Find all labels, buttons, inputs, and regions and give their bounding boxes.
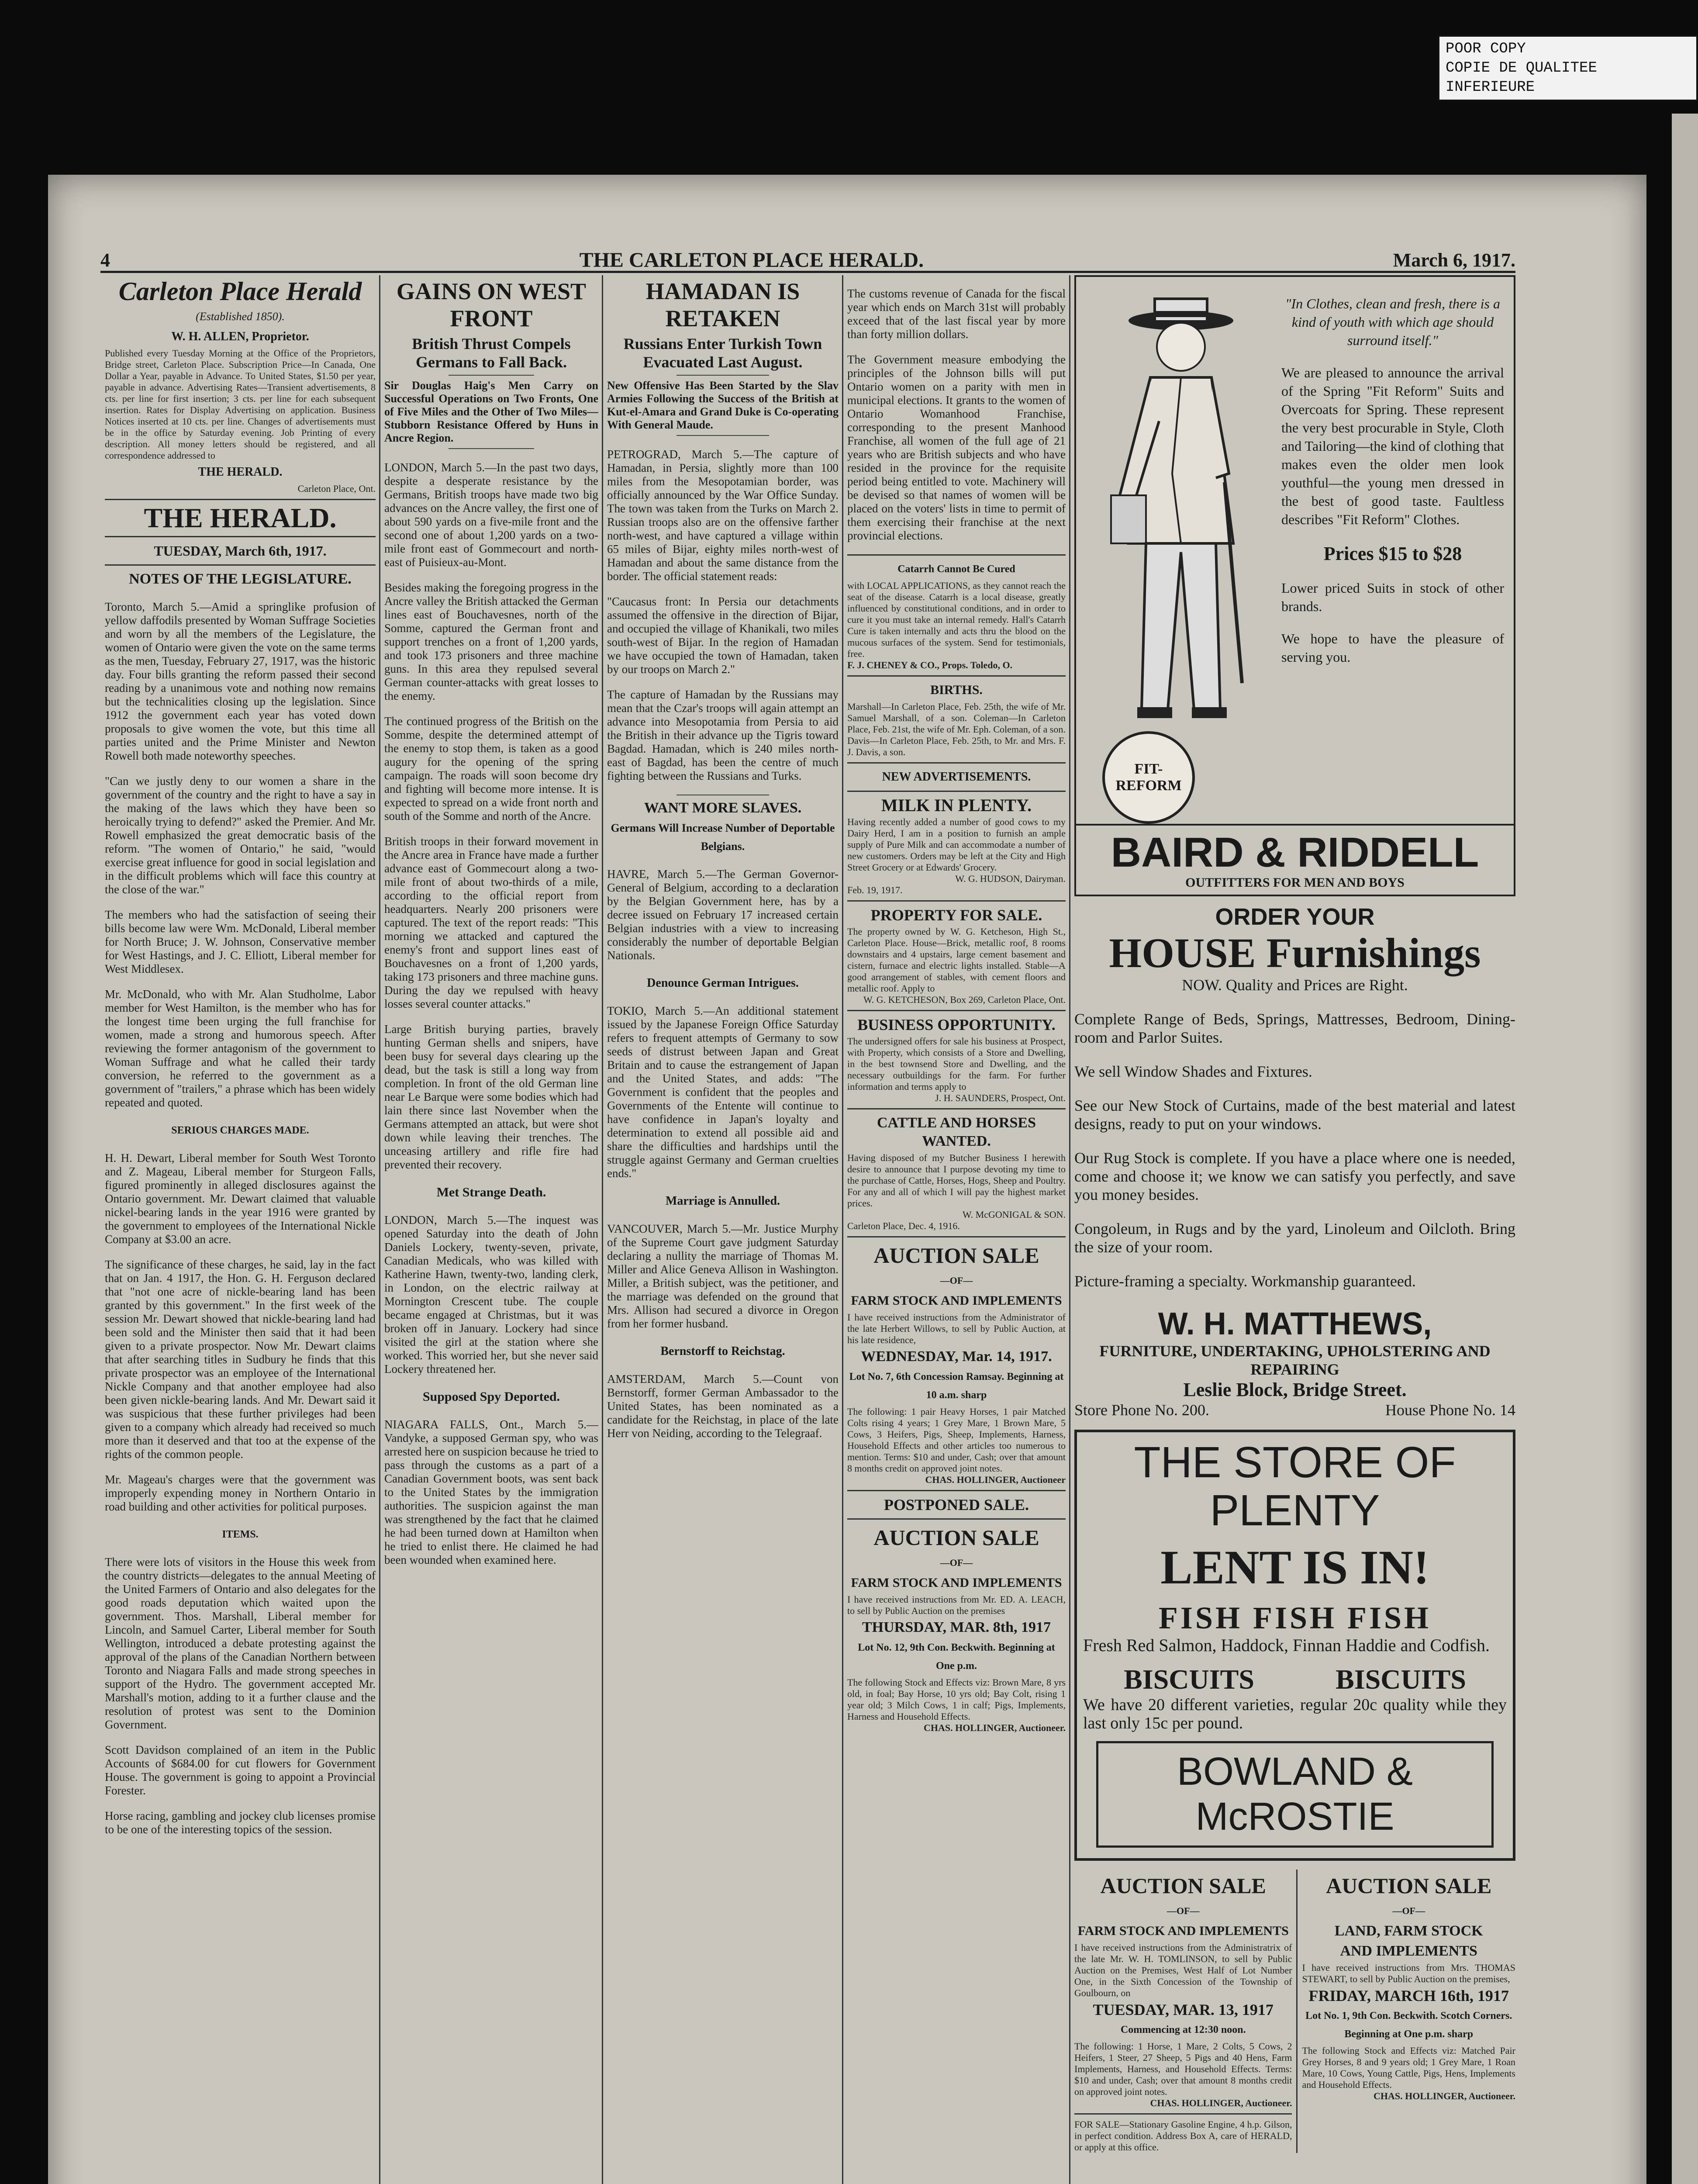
subheading: Marriage is Annulled.	[665, 1194, 780, 1208]
badge-top: FIT-	[1134, 761, 1163, 777]
auction-date: FRIDAY, MARCH 16th, 1917	[1308, 1987, 1509, 2004]
deck: British Thrust Compels Germans to Fall Back.	[412, 335, 571, 371]
column-3	[607, 275, 839, 2184]
house-line: Complete Range of Beds, Springs, Mattresses, Bedroom, Dining-room and Parlor Suites.	[1074, 1010, 1515, 1046]
article-paragraph: British troops in their forward movement in the Ancre area in France have made a further advance east of Gommecourt along a two-mile front of about two-thirds of a mile, according to the official report from headquarters. Nearly 200 prisoners were captured. The text of the report reads: "This morning we attacked and captured the enemy's front and support lines east of Bouchavesnes on a front of 1,200 yards, taking 173 prisoners and three machine guns. During the day we repulsed with heavy losses several counter attacks."	[384, 835, 598, 1010]
auction-time: Commencing at 12:30 noon.	[1120, 2024, 1246, 2035]
stamp-line-1: POOR COPY	[1446, 41, 1526, 57]
article-paragraph: Large British burying parties, bravely hunting German shells and snipers, have been busy for several days clearing up the dead, but the task is still a long way from completion. In front of the old German line near Le Barque were some bodies which had lain there since last November when the Germans attempted an attack, but were shot down while leaving their trenches. The unceasing artillery and rifle fire had prevented their recovery.	[384, 1023, 598, 1171]
auction-right	[1302, 1870, 1515, 2153]
legislature-heading: NOTES OF THE LEGISLATURE.	[129, 571, 352, 587]
biscuits-body: We have 20 different varieties, regular 20c quality while they last only 15c per pound.	[1083, 1696, 1507, 1732]
auction-intro: I have received instructions from the Administratrix of the late Mr. W. H. TOMLINSON, to sell by Public Auction on the Premises, West Half of Lot Number One, in the Sixth Concession of the Township of Goulbourn, on	[1074, 1942, 1292, 1998]
auction-lot: Lot No. 12, 9th Con. Beckwith. Beginning at One p.m.	[858, 1642, 1055, 1672]
auction-signature: CHAS. HOLLINGER, Auctioneer.	[924, 1722, 1066, 1733]
new-ads-heading: NEW ADVERTISEMENTS.	[882, 770, 1031, 784]
article-paragraph: H. H. Dewart, Liberal member for South West Toronto and Z. Mageau, Liberal member for Sturgeon Falls, figured prominently in alleged disclosures against the Ontario government. Mr. Dewart claimed that valuable nickel-bearing lands in the year 1916 were granted by the government to employees of the International Nickle Company at $3.00 an acre.	[105, 1151, 376, 1246]
store-phone: Store Phone No. 200.	[1074, 1401, 1209, 1419]
auction-heading: AUCTION SALE	[873, 1525, 1039, 1550]
auction-of: —OF—	[940, 1557, 973, 1568]
property-body: The property owned by W. G. Ketcheson, High St., Carleton Place. House—Brick, metallic roof, 8 rooms downstairs and 4 upstairs, large cement basement and cistern, furnace and electric lights installed. Stable—A good arrangement of stables, with cement floors and metallic roof. Apply to	[847, 926, 1066, 994]
article-paragraph: TOKIO, March 5.—An additional statement issued by the Japanese Foreign Office Saturday refers to frequent attempts of Germany to sow seeds of distrust between Japan and Great Britain and to cause the estrangement of Japan and the United States, and adds: "The Government is confident that the peoples and Governments of the Entente will continue to have confidence in Japan's loyalty and determination to extend all possible aid and share the difficulties and hardships until the struggle against Germany and German cruelties ends."	[607, 1004, 839, 1180]
house-line: Our Rug Stock is complete. If you have a place where one is needed, come and choose it; we know we can satisfy you perfectly, and save you money besides.	[1074, 1149, 1515, 1203]
auction-body: The following: 1 Horse, 1 Mare, 2 Colts, 5 Cows, 2 Heifers, 1 Steer, 27 Sheep, 5 Pigs and 40 Hens, Farm Implements, Harness, and Household Effects. Terms: $10 and under, Cash; over that amount 8 months credit on approved joint notes.	[1074, 2041, 1292, 2097]
article-paragraph: Besides making the foregoing progress in the Ancre valley the British attacked the German lines east of Bouchavesnes, north of the Somme, captured the German front and support trenches on a front of 1,200 yards, and took 173 prisoners and three machine guns. In this area they repulsed several German counter-attacks with great losses to the enemy.	[384, 581, 598, 702]
auction-subheading: AND IMPLEMENTS	[1340, 1943, 1477, 1959]
article-paragraph: "Can we justly deny to our women a share in the government of the country and the right to have a say in the making of the laws which they have been so heroically trying to defend?" asked the Premier. And Mr. Rowell emphasized the great democratic basis of the reform. "The women of Ontario," he said, "would exercise great influence for good in social legislation and in the difficult problems which will face this country at the close of the war."	[105, 774, 376, 896]
column-rule	[379, 275, 380, 2184]
auction-lot: Lot No. 7, 6th Concession Ramsay. Beginning at 10 a.m. sharp	[849, 1371, 1064, 1401]
article-paragraph: HAVRE, March 5.—The German Governor-General of Belgium, according to a declaration by the Belgian Government here, has by a decree issued on February 17 increased certain Belgian industries with a view to increasing considerably the number of deportable Belgian Nationals.	[607, 867, 839, 962]
badge-bottom: REFORM	[1115, 778, 1182, 794]
article-paragraph: The continued progress of the British on the Somme, despite the determined attempt of the enemy to stop them, is taken as a good augury for the opening of the spring campaign. The roads will soon become dry and fighting will become more intense. It is expected to spread on a wide front north and south of the Somme and north of the Ancre.	[384, 715, 598, 822]
article-paragraph: The Government measure embodying the principles of the Johnson bills will put Ontario women on a parity with men in municipal elections. It grants to the women of Ontario Womanhood Franchise, corresponding to the present Manhood Franchise, all women of the full age of 21 years who are British subjects and who have resided in the province for the requisite period being entitled to vote. Machinery will be devised so that names of women will be placed on the voters' lists in time to permit of them exercising their franchise at the next provincial elections.	[847, 353, 1066, 542]
milk-body: Having recently added a number of good cows to my Dairy Herd, I am in a position to furnish an ample supply of Pure Milk and can accommodate a number of new customers. Orders may be left at the City and High Street Grocery or at Edwards' Grocery.	[847, 816, 1066, 873]
article-paragraph: PETROGRAD, March 5.—The capture of Hamadan, in Persia, slightly more than 100 miles from the Mesopotamian border, was officially announced by the War Office Sunday. The town was taken from the Turks on March 2. Russian troops also are on the offensive farther north-west, and have captured a village within 65 miles of Bijar, eighty miles north-west of Hamadan and about the same distance from the border. The official statement reads:	[607, 448, 839, 583]
order-heading: ORDER YOUR	[1215, 904, 1375, 930]
biscuits-left: BISCUITS	[1124, 1664, 1254, 1695]
fit-reform-quote: "In Clothes, clean and fresh, there is a kind of youth with which age should surround itself."	[1285, 296, 1500, 348]
fish-body: Fresh Red Salmon, Haddock, Finnan Haddie and Codfish.	[1083, 1635, 1490, 1655]
article-paragraph: Horse racing, gambling and jockey club licenses promise to be one of the interesting topics of the session.	[105, 1809, 376, 1836]
postponed-heading: POSTPONED SALE.	[884, 1496, 1029, 1514]
fish-heading: FISH FISH FISH	[1158, 1600, 1432, 1635]
address-place: Carleton Place, Ont.	[297, 483, 376, 494]
article-paragraph: "Caucasus front: In Persia our detachments assumed the offensive in the direction of Bijar, and occupied the village of Khanikali, two miles south-west of Bijar. In the region of Hamadan we have occupied the town of Hamadan, taken by our troops on March 2."	[607, 595, 839, 676]
column-1	[105, 275, 376, 2184]
article-paragraph: LONDON, March 5.—The inquest was opened Saturday into the death of John Daniels Lockery, twenty-seven, private, Canadian Medicals, who was killed with Katherine Hawn, twenty-two, landing clerk, in London, on the electric railway at Mornington Crescent tube. The couple became engaged at Christmas, but it was broken off in January. Lockery had since visited the girl at the station where she worked. This worried her, but she never said Lockery threatened her.	[384, 1213, 598, 1375]
auction-intro: I have received instructions from Mrs. THOMAS STEWART, to sell by Public Auction on the premises,	[1302, 1962, 1515, 1984]
fit-reform-lower: Lower priced Suits in stock of other brands.	[1281, 580, 1504, 614]
fit-reform-ad	[1074, 275, 1515, 826]
address-name: THE HERALD.	[198, 465, 283, 479]
article-paragraph: LONDON, March 5.—In the past two days, despite a desperate resistance by the Germans, British troops have made two big advances on the Ancre valley, the first one of about 590 yards on a five-mile front and the second one of about 1,200 yards on a two-mile front east of Gommecourt and north-east of Puisieux-au-Mont.	[384, 461, 598, 569]
baird-riddell-ad	[1074, 824, 1515, 896]
adjacent-page-edge	[1672, 114, 1698, 2184]
gentleman-illustration	[1094, 290, 1268, 727]
issue-dateline: TUESDAY, March 6th, 1917.	[154, 543, 327, 559]
article-paragraph: There were lots of visitors in the House this week from the country districts—delegates to the annual Meeting of the United Farmers of Ontario and also delegates for the good roads deputation which waited upon the government. Thos. Marshall, Liberal member for Lincoln, and Samuel Carter, Liberal member for South Wellington, introduced a debate protesting against the approval of the plans of the Canadian Northern between Toronto and Niagara Falls and made strong speeches in support of the Hydro. The government accepted Mr. Marshall's motion, adding to it a further clause and the resolution of protest was sent to the Dominion Government.	[105, 1555, 376, 1731]
cattle-date: Carleton Place, Dec. 4, 1916.	[847, 1220, 960, 1231]
article-paragraph: NIAGARA FALLS, Ont., March 5.—Vandyke, a supposed German spy, who was arrested here on suspicion because he tried to pass through the customs as a part of a Canadian Government boots, was sent back to the United States by the immigration authorities. The suspicion against the man was strengthened by the fact that he claimed he had been turned down at Hamilton when he tried to enlist there. He claimed he had been wounded when examined here.	[384, 1418, 598, 1566]
lent-heading: LENT IS IN!	[1160, 1541, 1429, 1594]
poor-copy-stamp	[1438, 35, 1698, 101]
fit-reform-hope: We hope to have the pleasure of serving you.	[1281, 631, 1504, 665]
stamp-line-2: COPIE DE QUALITEE INFERIEURE	[1446, 60, 1597, 96]
column-4	[847, 275, 1066, 2184]
subheading: WANT MORE SLAVES.	[644, 800, 802, 816]
lede: Sir Douglas Haig's Men Carry on Successful Operations on Two Fronts, One of Five Miles and the Other of Two Miles—Stubborn Resistance Offered by Huns in Ancre Region.	[384, 379, 598, 444]
store-of-plenty-ad	[1074, 1430, 1515, 1861]
lede: New Offensive Has Been Started by the Slav Armies Following the Success of the British at Kut-el-Amara and Grand Duke is Co-operating With General Maude.	[607, 379, 839, 431]
column-rule	[1296, 1870, 1298, 2153]
cattle-heading: CATTLE AND HORSES WANTED.	[877, 1115, 1036, 1149]
for-sale-notice: FOR SALE—Stationary Gasoline Engine, 4 h.p. Gilson, in perfect condition. Address Box A, care of HERALD, or apply at this office.	[1074, 2119, 1292, 2153]
article-paragraph: Mr. McDonald, who with Mr. Alan Studholme, Labor member for West Hamilton, is the member who has for the longest time been urging the full franchise for women, made a strong and humorous speech. After reviewing the former antagonism of the government to Woman Suffrage and what he called their tardy conversion, he referred to the government as a government of "trailers," a phrase which has been widely repeated and quoted.	[105, 988, 376, 1109]
column-5	[1074, 275, 1515, 2184]
catarrh-signature: F. J. CHENEY & CO., Props. Toledo, O.	[847, 660, 1013, 670]
auction-heading: AUCTION SALE	[1100, 1873, 1266, 1898]
paper-name: THE HERALD.	[144, 502, 337, 533]
article-paragraph: AMSTERDAM, March 5.—Count von Bernstorff, former German Ambassador to the United States, has been nominated as a candidate for the Reichstag, in place of the late Herr von Neiding, according to the Telegraaf.	[607, 1372, 839, 1440]
newspaper-title: THE CARLETON PLACE HERALD.	[579, 248, 924, 272]
article-paragraph: Toronto, March 5.—Amid a springlike profusion of yellow daffodils presented by Woman Suffrage Societies and worn by all the members of the Legislature, the women of Ontario were given the vote on the same terms as the men, Tuesday, February 27, 1917, was the historic day. Four bills granting the reform passed their second reading by a unanimous vote and nothing now remains but the technicalities closing up the legislation. Since 1912 the government each year has voted down proposals to give women the vote, but this time all parties united and the Prime Minister and Newton Rowell both made noteworthy speeches.	[105, 600, 376, 762]
auction-heading: AUCTION SALE	[873, 1243, 1039, 1268]
auction-signature: CHAS. HOLLINGER, Auctioneer	[925, 1474, 1066, 1485]
auction-of: —OF—	[1392, 1905, 1425, 1916]
article-paragraph: The customs revenue of Canada for the fiscal year which ends on March 31st will probably exceed that of the last fiscal year by more than forty million dollars.	[847, 287, 1066, 341]
column-rule	[602, 275, 603, 2184]
auction-subheading: FARM STOCK AND IMPLEMENTS	[851, 1293, 1062, 1308]
business-signature: J. H. SAUNDERS, Prospect, Ont.	[935, 1092, 1066, 1103]
auction-row	[1074, 1870, 1515, 2153]
article-paragraph: The members who had the satisfaction of seeing their bills become law were Wm. McDonald, Liberal member for North Bruce; J. W. Johnson, Conservative member for West Hastings, and J. C. Elliott, Liberal member for West Middlesex.	[105, 908, 376, 975]
headline: GAINS ON WEST FRONT	[396, 278, 587, 332]
fit-reform-body: We are pleased to announce the arrival of the Spring "Fit Reform" Suits and Overcoats for Spring. These represent the very best procurable in Style, Cloth and Tailoring—the kind of clothing that makes even the older men look youthful—the young men dressed in the best of good taste. Faultless describes "Fit Reform" Clothes.	[1281, 365, 1504, 527]
property-signature: W. G. KETCHESON, Box 269, Carleton Place, Ont.	[863, 994, 1066, 1005]
subheading: Supposed Spy Deported.	[422, 1389, 560, 1404]
auction-date: THURSDAY, MAR. 8th, 1917	[862, 1619, 1051, 1635]
article-paragraph: Mr. Mageau's charges were that the government was improperly expending money in Northern Ontario in road building and other activities for political purposes.	[105, 1473, 376, 1513]
milk-heading: MILK IN PLENTY.	[881, 795, 1032, 815]
auction-subheading: LAND, FARM STOCK	[1334, 1923, 1483, 1939]
matthews-trade: FURNITURE, UNDERTAKING, UPHOLSTERING AND REPAIRING	[1099, 1342, 1491, 1378]
auction-subheading: FARM STOCK AND IMPLEMENTS	[851, 1576, 1062, 1590]
store-tagline: OUTFITTERS FOR MEN AND BOYS	[1185, 875, 1405, 890]
catarrh-body: with LOCAL APPLICATIONS, as they cannot reach the seat of the disease. Catarrh is a local disease, greatly influenced by constitutional conditions, and in order to cure it you must take an internal remedy. Hall's Catarrh Cure is taken internally and acts thru the blood on the mucous surfaces of the system. Send for testimonials, free.	[847, 580, 1066, 659]
article-paragraph: The significance of these charges, he said, lay in the fact that on Jan. 4 1917, the Hon. G. H. Ferguson declared that "not one acre of nickle-bearing land has been granted by this government." In the first week of the session Mr. Dewart showed that nickle-bearing land had been sold and the Minister then said that it had been given to a private prospector. Now Mr. Dewart claims that after searching titles in Sudbury he finds that this private prospector was an employee of the International Nickle Company and that another employee had also been given nickle-bearing lands. And Mr. Dewart said it was suspicious that these further privileges had been given to a company which already had received so much more than it deserved and that too at the expense of the rights of the common people.	[105, 1258, 376, 1461]
auction-subheading: FARM STOCK AND IMPLEMENTS	[1077, 1924, 1289, 1938]
subheading: SERIOUS CHARGES MADE.	[171, 1125, 309, 1136]
auction-of: —OF—	[1167, 1905, 1200, 1916]
publication-notice: Published every Tuesday Morning at the Office of the Proprietors, Bridge street, Carleton Place. Subscription Price—In Canada, One Dollar a Year, payable in Advance. To United States, $1.50 per year, payable in advance. Advertising Rates—Transient advertisements, 8 cts. per line for first insertion; 3 cts. per line for each subsequent insertion. Rates for Display Advertising on application. Business Notices inserted at 10 cts. per line. Changes of advertisements must be in the office by Saturday evening. Job Printing of every description. All money letters should be registered, and all correspondence addressed to	[105, 348, 376, 461]
auction-lot: Lot No. 1, 9th Con. Beckwith. Scotch Corners. Beginning at One p.m. sharp	[1305, 2010, 1512, 2040]
proprietor-line: W. H. ALLEN, Proprietor.	[171, 330, 309, 343]
auction-intro: I have received instructions from Mr. ED. A. LEACH, to sell by Public Auction on the premises	[847, 1594, 1066, 1616]
plenty-heading: THE STORE OF PLENTY	[1134, 1438, 1456, 1535]
headline: HAMADAN IS RETAKEN	[645, 278, 800, 332]
fit-reform-price: Prices $15 to $28	[1323, 543, 1462, 564]
house-line: Congoleum, in Rugs and by the yard, Linoleum and Oilcloth. Bring the size of your room.	[1074, 1220, 1515, 1256]
page-header	[100, 249, 1515, 273]
auction-body: The following Stock and Effects viz: Brown Mare, 8 yrs old, in foal; Bay Horse, 10 yrs old; Bay Colt, rising 1 year old; 3 Milch Cows, 1 in calf; Pigs, Implements, Harness and Household Effects.	[847, 1677, 1066, 1722]
house-line: Picture-framing a specialty. Workmanship guaranteed.	[1074, 1272, 1416, 1290]
bowland-name: BOWLAND & McROSTIE	[1177, 1750, 1413, 1838]
business-heading: BUSINESS OPPORTUNITY.	[857, 1016, 1056, 1033]
house-line: We sell Window Shades and Fixtures.	[1074, 1063, 1312, 1080]
auction-body: The following Stock and Effects viz: Matched Pair Grey Horses, 8 and 9 years old; 1 Grey Mare, 1 Roan Mare, 10 Cows, Young Cattle, Pigs, Hens, Implements and Household Effects.	[1302, 2045, 1515, 2090]
matthews-ad	[1074, 903, 1515, 1419]
auction-signature: CHAS. HOLLINGER, Auctioneer.	[1150, 2098, 1292, 2108]
milk-date: Feb. 19, 1917.	[847, 885, 903, 895]
auction-heading: AUCTION SALE	[1326, 1873, 1492, 1898]
fit-reform-badge-icon	[1102, 731, 1195, 824]
house-subheading: NOW. Quality and Prices are Right.	[1182, 976, 1408, 994]
page-number: 4	[100, 249, 110, 271]
matthews-address: Leslie Block, Bridge Street.	[1183, 1379, 1407, 1400]
article-paragraph: VANCOUVER, March 5.—Mr. Justice Murphy of the Supreme Court gave judgment Saturday declaring a nullity the marriage of Thomas M. Miller and Alice Geneva Allison in Washington. Miller, a British subject, was the petitioner, and the marriage was defended on the ground that Mrs. Allison had secured a divorce in Oregon from her former husband.	[607, 1222, 839, 1330]
cattle-signature: W. McGONIGAL & SON.	[962, 1209, 1066, 1220]
biscuits-right: BISCUITS	[1336, 1664, 1466, 1695]
established-line: (Established 1850).	[196, 310, 285, 323]
column-2	[384, 275, 598, 2184]
house-furnishings-heading: HOUSE Furnishings	[1109, 930, 1481, 976]
auction-date: TUESDAY, MAR. 13, 1917	[1093, 2001, 1274, 2018]
matthews-name: W. H. MATTHEWS,	[1158, 1306, 1432, 1341]
subheading: Denounce German Intrigues.	[647, 976, 799, 990]
issue-date: March 6, 1917.	[1393, 249, 1515, 271]
subheading: Met Strange Death.	[436, 1185, 546, 1199]
column-rule	[842, 275, 843, 2184]
business-body: The undersigned offers for sale his business at Prospect, with Property, which consists of a Store and Dwelling, in the best townsend Store and Dwelling, and the necessary outbuildings for the farm. For further information and terms apply to	[847, 1036, 1066, 1092]
milk-signature: W. G. HUDSON, Dairyman.	[955, 873, 1066, 884]
births-heading: BIRTHS.	[930, 683, 983, 697]
deck: Russians Enter Turkish Town Evacuated Last August.	[623, 335, 822, 371]
bowland-box	[1096, 1741, 1494, 1848]
auction-intro: I have received instructions from the Administrator of the late Herbert Willows, to sell by Public Auction, at his late residence,	[847, 1312, 1066, 1345]
subheading: Bernstorff to Reichstag.	[660, 1344, 785, 1358]
births-body: Marshall—In Carleton Place, Feb. 25th, the wife of Mr. Samuel Marshall, of a son. Coleman—In Carleton Place, Feb. 21st, the wife of Mr. Eph. Coleman, of a son. Davis—In Carleton Place, Feb. 25th, to Mr. and Mrs. F. J. Davis, a son.	[847, 701, 1066, 757]
auction-date: WEDNESDAY, Mar. 14, 1917.	[861, 1348, 1052, 1365]
article-paragraph: Scott Davidson complained of an item in the Public Accounts of $684.00 for cut flowers for Government House. The government is going to appoint a Provincial Forester.	[105, 1743, 376, 1797]
auction-left	[1074, 1870, 1292, 2153]
cattle-body: Having disposed of my Butcher Business I herewith desire to announce that I purpose devoting my time to the purchase of Cattle, Horses, Hogs, Sheep and Poultry. For any and all of which I will pay the highest market prices.	[847, 1152, 1066, 1209]
auction-of: —OF—	[940, 1275, 973, 1286]
property-heading: PROPERTY FOR SALE.	[870, 906, 1042, 924]
subdeck: Germans Will Increase Number of Deportable Belgians.	[611, 822, 835, 853]
catarrh-heading: Catarrh Cannot Be Cured	[897, 563, 1015, 575]
house-line: See our New Stock of Curtains, made of the best material and latest designs, ready to put on your windows.	[1074, 1097, 1515, 1133]
store-name: BAIRD & RIDDELL	[1111, 829, 1479, 876]
subheading: ITEMS.	[222, 1529, 259, 1540]
house-phone: House Phone No. 14	[1385, 1401, 1515, 1419]
auction-body: The following: 1 pair Heavy Horses, 1 pair Matched Colts rising 4 years; 1 Grey Mare, 1 Brown Mare, 5 Cows, 3 Heifers, Pigs, Sheep, Implements, Harness, Household Effects and other articles too numerous to mention. Terms: $10 and under, Cash; over that amount 8 months credit on approved joint notes.	[847, 1406, 1066, 1474]
column-rule	[1069, 275, 1070, 2184]
nameplate: Carleton Place Herald	[118, 277, 362, 306]
article-paragraph: The capture of Hamadan by the Russians may mean that the Czar's troops will again attempt an advance into Mesopotamia from Persia to aid the British in their advance up the Tigris toward Bagdad. Hamadan, which is 240 miles north-east of Bagdad, has been the centre of much fighting between the Russians and Turks.	[607, 688, 839, 782]
auction-signature: CHAS. HOLLINGER, Auctioneer.	[1374, 2091, 1515, 2101]
